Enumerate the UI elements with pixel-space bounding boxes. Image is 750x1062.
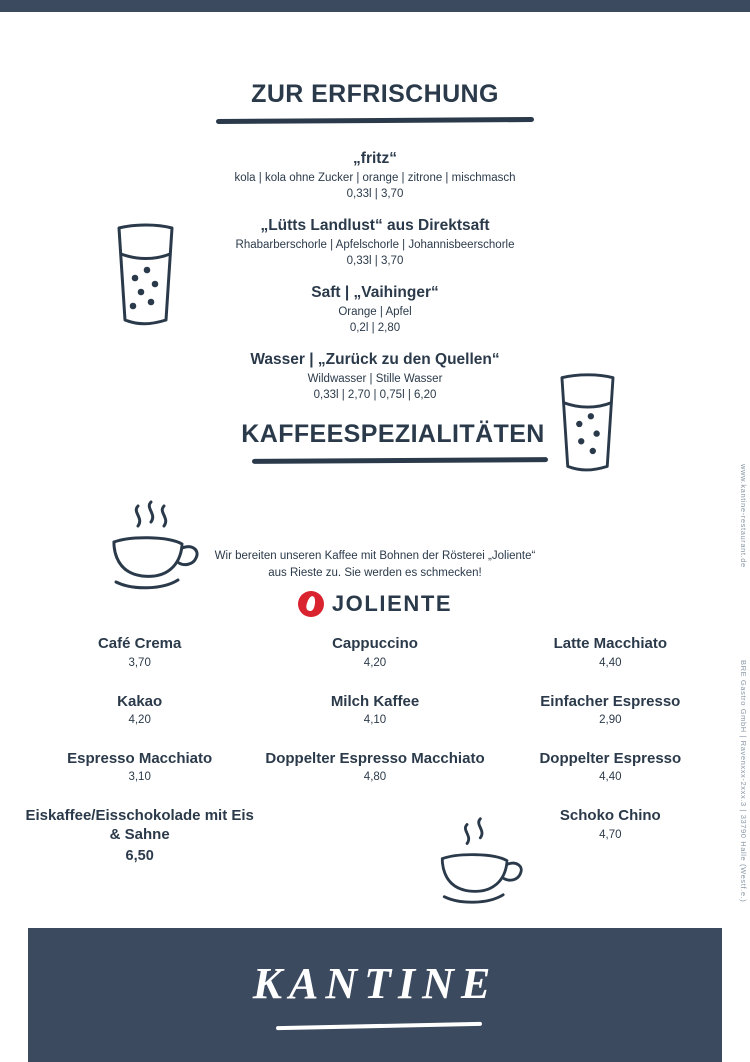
list-item bbox=[22, 693, 257, 726]
water-glass-icon bbox=[105, 220, 185, 335]
top-bar bbox=[0, 0, 750, 12]
item-price: 2,90 bbox=[599, 713, 622, 726]
coffee-cup-icon bbox=[96, 498, 206, 603]
item-name: Cappuccino bbox=[332, 635, 418, 653]
item-price: 0,33l | 3,70 bbox=[346, 254, 404, 267]
side-text-address: BRE Gastro GmbH | Ravenxxx-2xxx.3 | 33790 Halle (Westf.e.) bbox=[739, 660, 748, 903]
item-description: Wildwasser | Stille Wasser bbox=[307, 373, 443, 386]
item-price: 0,2l | 2,80 bbox=[349, 321, 401, 334]
list-item bbox=[493, 750, 728, 783]
item-price: 4,20 bbox=[128, 713, 151, 726]
item-name: Wasser | „Zurück zu den Quellen“ bbox=[250, 350, 500, 368]
list-item bbox=[257, 693, 492, 726]
brand-name: JOLIENTE bbox=[331, 591, 453, 617]
coffee-cup-icon bbox=[425, 815, 530, 915]
item-price: 4,80 bbox=[363, 771, 387, 784]
kantine-logo: KANTINE bbox=[252, 959, 498, 1008]
list-item bbox=[0, 149, 750, 200]
heading-underline bbox=[216, 117, 534, 124]
list-item bbox=[257, 750, 492, 783]
item-name: Einfacher Espresso bbox=[540, 692, 681, 710]
item-name: Schoko Chino bbox=[559, 807, 661, 825]
item-description: kola | kola ohne Zucker | orange | zitrone | mischmasch bbox=[234, 172, 516, 185]
list-item bbox=[493, 635, 728, 668]
item-name: Milch Kaffee bbox=[330, 692, 420, 710]
item-description: Orange | Apfel bbox=[338, 306, 412, 319]
item-price: 3,10 bbox=[128, 771, 151, 784]
list-item bbox=[493, 693, 728, 726]
coffee-item-grid bbox=[0, 635, 750, 863]
list-item bbox=[22, 635, 257, 668]
item-name: Espresso Macchiato bbox=[67, 749, 213, 767]
item-name: „Lütts Landlust“ aus Direktsaft bbox=[260, 216, 490, 234]
list-item bbox=[22, 807, 257, 864]
footer-bar bbox=[28, 928, 722, 1062]
coffee-heading-underline bbox=[252, 457, 548, 464]
item-price: 0,33l | 2,70 | 0,75l | 6,20 bbox=[313, 388, 437, 401]
refreshment-section bbox=[0, 80, 750, 417]
coffee-note-line-2: aus Rieste zu. Sie werden es schmecken! bbox=[268, 566, 482, 579]
item-price: 4,40 bbox=[599, 656, 622, 669]
list-item bbox=[0, 350, 750, 401]
item-price: 4,70 bbox=[599, 828, 622, 841]
menu-content bbox=[0, 12, 750, 928]
item-price: 0,33l | 3,70 bbox=[346, 187, 404, 200]
item-name: „fritz“ bbox=[353, 150, 397, 167]
item-price: 4,10 bbox=[363, 713, 387, 726]
item-name: Café Crema bbox=[97, 635, 182, 653]
coffee-section bbox=[0, 420, 750, 864]
coffee-heading: KAFFEESPEZIALITÄTEN bbox=[241, 420, 545, 448]
list-item bbox=[257, 635, 492, 668]
item-name: Doppelter Espresso Macchiato bbox=[265, 749, 485, 767]
item-name: Kakao bbox=[117, 692, 163, 710]
item-name: Doppelter Espresso bbox=[539, 749, 682, 767]
item-price: 4,20 bbox=[363, 656, 387, 669]
joliente-logo-icon bbox=[298, 591, 324, 617]
coffee-note-line-1: Wir bereiten unseren Kaffee mit Bohnen der Rösterei „Joliente“ bbox=[214, 550, 536, 562]
logo-underline bbox=[276, 1022, 482, 1030]
item-price: 4,40 bbox=[599, 771, 622, 784]
item-price: 6,50 bbox=[125, 847, 154, 864]
item-price: 3,70 bbox=[128, 656, 151, 669]
list-item bbox=[22, 750, 257, 783]
refreshment-heading: ZUR ERFRISCHUNG bbox=[251, 80, 499, 108]
item-description: Rhabarberschorle | Apfelschorle | Johannisbeerschorle bbox=[235, 239, 515, 252]
coffee-heading-row bbox=[0, 420, 750, 486]
item-name: Eiskaffee/Eisschokolade mit Eis & Sahne bbox=[25, 807, 254, 843]
side-text-url: www.kantine-restaurant.de bbox=[739, 464, 748, 568]
item-name: Latte Macchiato bbox=[553, 635, 667, 653]
item-name: Saft | „Vaihinger“ bbox=[311, 283, 439, 301]
